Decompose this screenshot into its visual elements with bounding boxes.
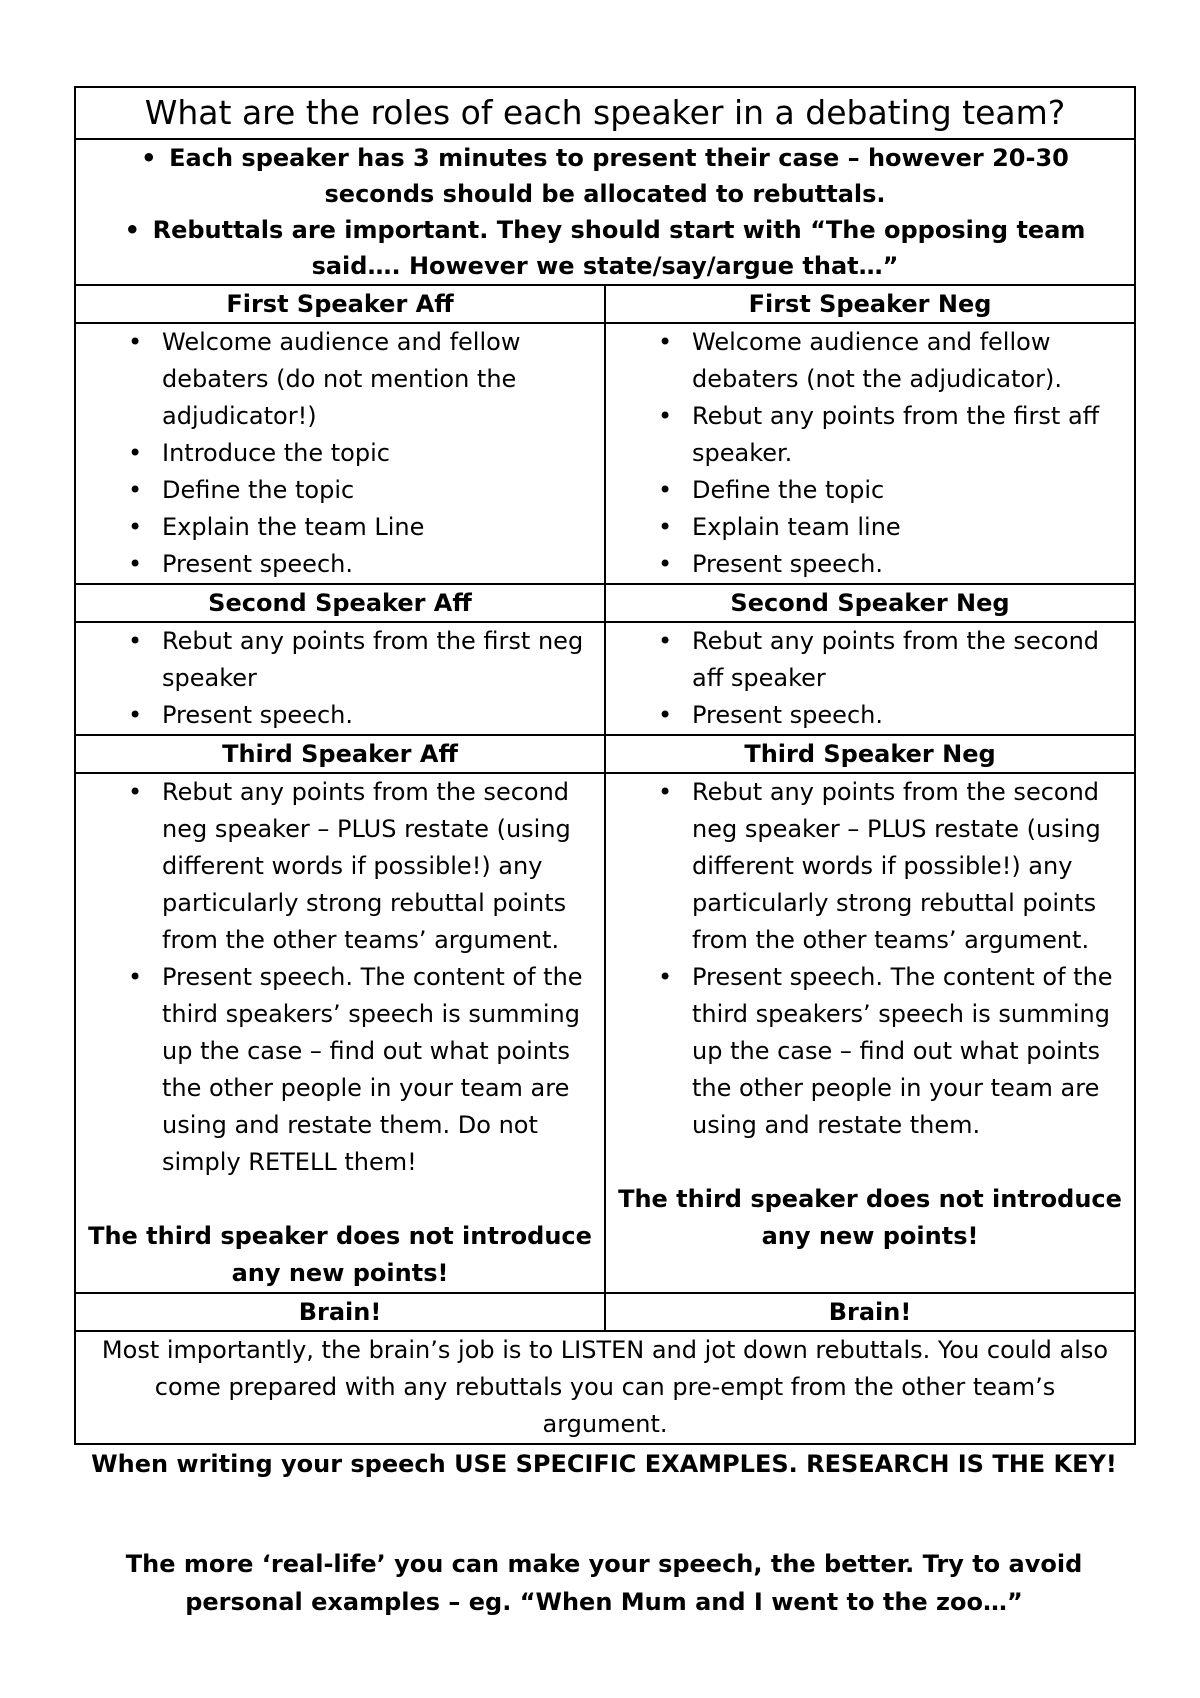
intro-text: Each speaker has 3 minutes to present their case – however 20-30 seconds should be allocated to rebuttals. [169,144,1069,208]
worksheet [74,86,1134,1621]
second-neg-list [616,623,1124,734]
bullet-point: • Rebut any points from the second neg speaker – PLUS restate (using different words if possible!) any particularly strong rebuttal points from the other teams’ argument. [616,774,1124,959]
bullet-point: • Welcome audience and fellow debaters (not the adjudicator). [616,324,1124,398]
footer-line-real-life: The more ‘real-life’ you can make your speech, the better. Try to avoid personal examples – eg. “When Mum and I went to the zoo…” [125,1550,1083,1616]
third-neg-cell [605,773,1135,1293]
first-aff-list [86,324,594,583]
third-aff-note: The third speaker does not introduce any new points! [88,1222,592,1287]
footer-spacer [74,1483,1134,1545]
first-aff-cell [75,323,605,584]
first-neg-heading: First Speaker Neg [605,285,1135,323]
bullet-point: • Present speech. [616,697,1124,734]
third-neg-list [616,774,1124,1144]
second-neg-cell [605,622,1135,735]
bullet-point: • Present speech. [86,697,594,734]
third-aff-list [86,774,594,1181]
bullet-point: • Rebut any points from the first aff speaker. [616,398,1124,472]
bullet-point: • Welcome audience and fellow debaters (do not mention the adjudicator!) [86,324,594,435]
brain-neg-heading: Brain! [605,1293,1135,1331]
footer-notes [74,1445,1134,1621]
bullet-icon: • [141,144,157,172]
intro-cell [75,139,1135,285]
first-neg-cell [605,323,1135,584]
bullet-point: • Introduce the topic [86,435,594,472]
bullet-point: • Present speech. [616,546,1124,583]
brain-aff-heading: Brain! [75,1293,605,1331]
bullet-point: • Explain team line [616,509,1124,546]
bullet-point: • Define the topic [616,472,1124,509]
third-aff-heading: Third Speaker Aff [75,735,605,773]
bullet-point: • Explain the team Line [86,509,594,546]
bullet-point: • Present speech. [86,546,594,583]
first-aff-heading: First Speaker Aff [75,285,605,323]
bullet-point: • Rebut any points from the first neg speaker [86,623,594,697]
bullet-point: • Rebut any points from the second aff speaker [616,623,1124,697]
speaker-roles-table [74,86,1136,1445]
bullet-point: • Present speech. The content of the third speakers’ speech is summing up the case – find out what points the other people in your team are using and restate them. [616,959,1124,1144]
intro-item [116,212,1094,284]
page-title: What are the roles of each speaker in a debating team? [75,87,1135,139]
brain-description: Most importantly, the brain’s job is to LISTEN and jot down rebuttals. You could also come prepared with any rebuttals you can pre-empt from the other team’s argument. [75,1331,1135,1444]
third-aff-cell [75,773,605,1293]
bullet-icon: • [124,216,140,244]
third-neg-heading: Third Speaker Neg [605,735,1135,773]
third-neg-note: The third speaker does not introduce any new points! [618,1185,1122,1250]
bullet-point: • Define the topic [86,472,594,509]
intro-list [116,140,1094,284]
footer-line-research: When writing your speech USE SPECIFIC EXAMPLES. RESEARCH IS THE KEY! [91,1450,1117,1478]
intro-item [116,140,1094,212]
bullet-point: • Present speech. The content of the third speakers’ speech is summing up the case – find out what points the other people in your team are using and restate them. Do not simply RETELL them! [86,959,594,1181]
second-aff-list [86,623,594,734]
first-neg-list [616,324,1124,583]
intro-text: Rebuttals are important. They should start with “The opposing team said…. However we state/say/argue that…” [152,216,1086,280]
second-neg-heading: Second Speaker Neg [605,584,1135,622]
second-aff-heading: Second Speaker Aff [75,584,605,622]
second-aff-cell [75,622,605,735]
bullet-point: • Rebut any points from the second neg speaker – PLUS restate (using different words if possible!) any particularly strong rebuttal points from the other teams’ argument. [86,774,594,959]
